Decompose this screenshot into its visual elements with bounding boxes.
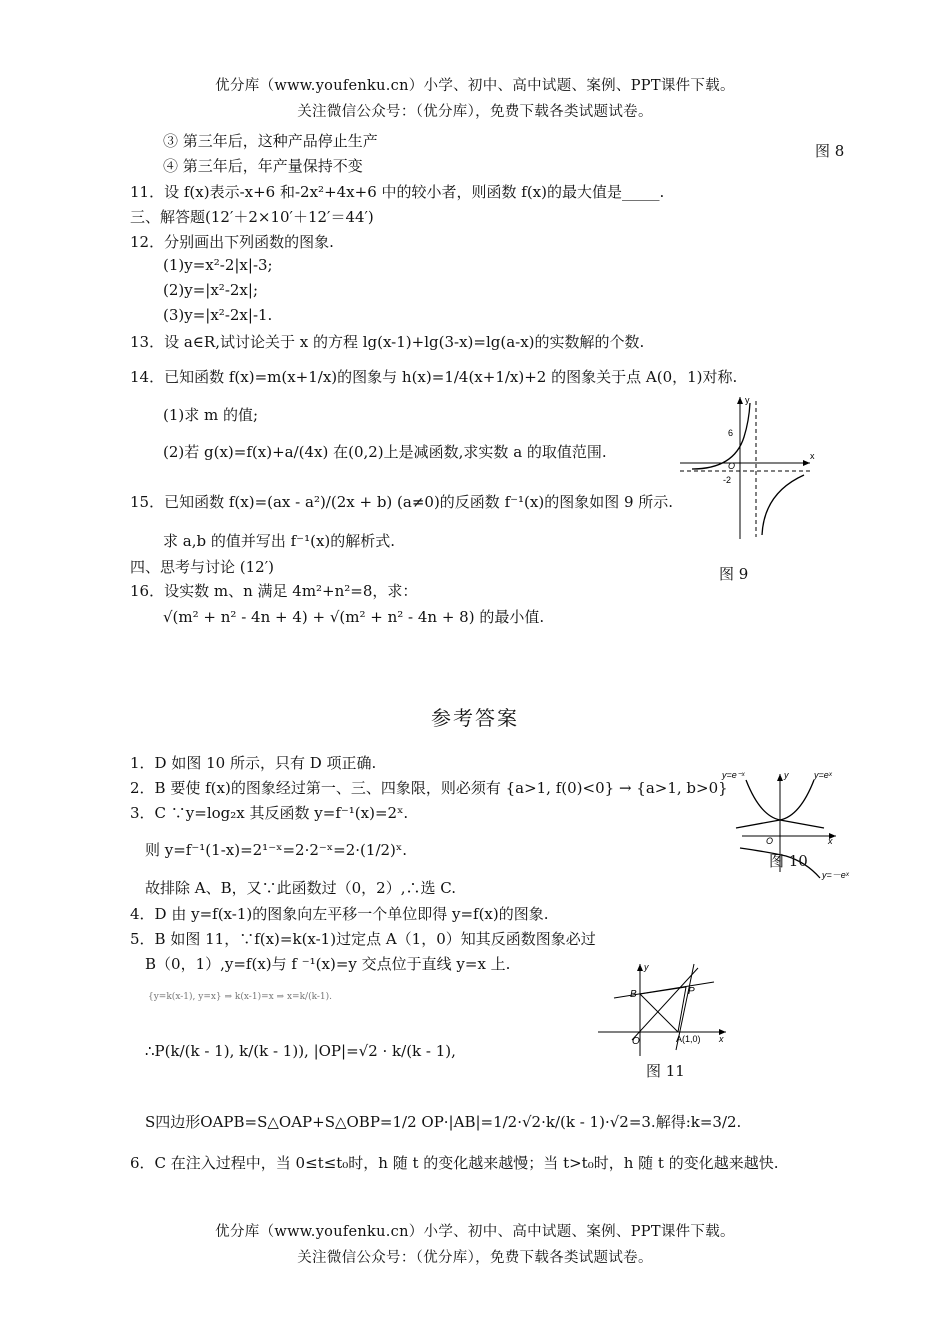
fig11-y-label: y (644, 962, 649, 972)
fig11-line-y-equals-x (632, 968, 698, 1040)
answer-6: 6．C 在注入过程中，当 0≤t≤t₀时，h 随 t 的变化越来越慢；当 t>t₀时，h 随 t 的变化越来越快. (130, 1154, 779, 1172)
answer-5-system: {y=k(x-1), y=x} ⇒ k(x-1)=x ⇒ x=k/(k-1). (148, 992, 333, 1002)
fig10-origin-label: O (766, 836, 774, 846)
fig11-x-label: x (719, 1034, 724, 1044)
fig11-b-label: B (630, 989, 637, 1000)
q14-part-1: (1)求 m 的值; (163, 406, 259, 424)
fig9-right-branch (762, 475, 804, 535)
figure-9-graph (676, 393, 816, 543)
fig10-y-arrow (777, 774, 783, 781)
q16: 16．设实数 m、n 满足 4m²+n²=8，求： (130, 582, 418, 600)
answer-2: 2．B 要使 f(x)的图象经过第一、三、四象限，则必须有 {a>1, f(0)<0} → {a>1, b>0} (130, 779, 728, 797)
fig11-y-arrow (637, 964, 643, 971)
fig10-x-label: x (828, 836, 833, 846)
fig11-segment-ab (640, 994, 678, 1032)
q16-expression: √(m² + n² - 4n + 4) + √(m² + n² - 4n + 8) 的最小值. (163, 608, 545, 626)
fig9-neg-two-label: -2 (723, 475, 732, 485)
q12-part-3: (3)y=|x²-2x|-1. (163, 306, 273, 324)
answers-title: 参考答案 (431, 706, 519, 730)
section-4-heading: 四、思考与讨论 (12′) (130, 558, 274, 576)
fig10-caption: 图 10 (769, 852, 808, 870)
fig9-origin-label: O (728, 461, 736, 471)
fig10-left-curve-label: y=e⁻ˣ (722, 770, 745, 780)
q10-item-3: ③ 第三年后，这种产品停止生产 (163, 132, 378, 150)
fig10-curve-e-neg-x (746, 780, 824, 828)
footer-line-2: 关注微信公众号：（优分库），免费下载各类试题试卷。 (297, 1250, 653, 1266)
q15: 15．已知函数 f(x)=(ax - a²)/(2x + b) (a≠0)的反函数 f⁻¹(x)的图象如图 9 所示. (130, 493, 674, 511)
fig9-x-arrow (803, 460, 810, 466)
answer-5-area: S四边形OAPB=S△OAP+S△OBP=1/2 OP·|AB|=1/2·√2·k/(k - 1)·√2=3.解得:k=3/2. (145, 1113, 742, 1131)
q12-part-2: (2)y=|x²-2x|; (163, 281, 258, 299)
footer-line-1: 优分库（www.youfenku.cn）小学、初中、高中试题、案例、PPT课件下载。 (215, 1224, 735, 1240)
fig11-segment-bp (640, 987, 686, 994)
q11: 11．设 f(x)表示-x+6 和-2x²+4x+6 中的较小者，则函数 f(x)的最大值是_____. (130, 183, 665, 201)
fig9-x-label: x (810, 451, 815, 461)
section-3-heading: 三、解答题(12′＋2×10′＋12′＝44′) (130, 208, 374, 226)
fig9-six-label: 6 (728, 428, 734, 438)
fig11-p-label: P (688, 986, 695, 997)
answer-3-line-b: 则 y=f⁻¹(1-x)=2¹⁻ˣ=2·2⁻ˣ=2·(1/2)ˣ. (145, 841, 408, 859)
fig11-a-label: A(1,0) (676, 1034, 701, 1044)
fig9-left-branch (692, 403, 750, 469)
fig10-bottom-curve-label: y=－eˣ (822, 870, 849, 880)
fig9-y-label: y (745, 395, 750, 405)
fig10-curve-e-x (736, 780, 814, 828)
fig11-origin-label: O (632, 1036, 640, 1047)
fig10-right-curve-label: y=eˣ (814, 770, 832, 780)
q14: 14．已知函数 f(x)=m(x+1/x)的图象与 h(x)=1/4(x+1/x)+2 的图象关于点 A(0，1)对称. (130, 368, 738, 386)
answer-5-point-p: ∴P(k/(k - 1), k/(k - 1)), |OP|=√2 · k/(k - 1), (145, 1042, 456, 1060)
answer-3-line-c: 故排除 A、B，又∵此函数过（0，2）,∴选 C. (145, 879, 456, 897)
q13: 13．设 a∈R,试讨论关于 x 的方程 lg(x-1)+lg(3-x)=lg(a-x)的实数解的个数. (130, 333, 645, 351)
answer-5: 5．B 如图 11，∵f(x)=k(x-1)过定点 A（1，0）知其反函数图象必过 (130, 930, 596, 948)
header-line-1: 优分库（www.youfenku.cn）小学、初中、高中试题、案例、PPT课件下载。 (215, 78, 735, 94)
answer-1: 1．D 如图 10 所示，只有 D 项正确. (130, 754, 377, 772)
q12-part-1: (1)y=x²-2|x|-3; (163, 256, 273, 274)
q14-part-2: (2)若 g(x)=f(x)+a/(4x) 在(0,2)上是减函数,求实数 a 的取值范围. (163, 443, 607, 461)
figure-11-graph (596, 960, 736, 1060)
answer-3: 3．C ∵y=log₂x 其反函数 y=f⁻¹(x)=2ˣ. (130, 804, 409, 822)
q15-part-b: 求 a,b 的值并写出 f⁻¹(x)的解析式. (163, 532, 396, 550)
fig10-y-label: y (784, 770, 789, 780)
q10-item-4: ④ 第三年后，年产量保持不变 (163, 157, 363, 175)
header-line-2: 关注微信公众号：（优分库），免费下载各类试题试卷。 (297, 104, 653, 120)
fig9-caption: 图 9 (719, 565, 749, 583)
q12: 12．分别画出下列函数的图象. (130, 233, 334, 251)
answer-5-line-b: B（0，1）,y=f(x)与 f ⁻¹(x)=y 交点位于直线 y=x 上. (145, 955, 511, 973)
fig8-caption: 图 8 (815, 142, 845, 160)
fig11-caption: 图 11 (646, 1062, 685, 1080)
fig9-y-arrow (737, 397, 743, 404)
answer-4: 4．D 由 y=f(x-1)的图象向左平移一个单位即得 y=f(x)的图象. (130, 905, 549, 923)
